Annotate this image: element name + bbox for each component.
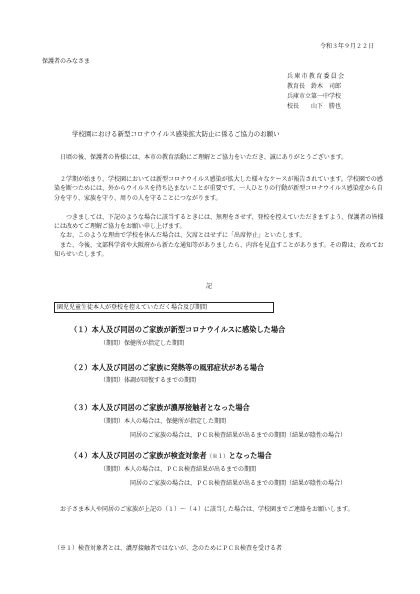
case-period: （期間）本人の場合は、ＰＣＲ検査結果が出るまでの期間	[100, 466, 257, 473]
case-period: （期間）保健所が指定した期間	[100, 340, 185, 347]
case-heading-tail: となった場合	[228, 451, 272, 460]
body-paragraph: 日頃の後、保護者の皆様には、本市の教育活動にご理解とご協力をいただき、誠にありがとうございます。	[60, 154, 348, 161]
section-box-label: 園児児童生徒本人が登校を控えていただく場合及び期間	[54, 302, 274, 313]
case-period: （期間）体調が回復するまでの期間	[100, 377, 197, 384]
case-heading-text: （４）本人及び同居のご家族が検査対象者	[70, 451, 207, 460]
sender-school: 兵庫市立第一中学校	[287, 93, 342, 100]
sender-org: 兵庫市教育委員会	[287, 73, 346, 80]
case-period-detail: 同居のご家族の場合は、ＰＣＲ検査結果が出るまでの期間（結果が陰性の場合）	[130, 480, 347, 487]
body-paragraph: ２学期が始まり、学校園においては新型コロナウイルス感染が拡大した様々なケースが報告されています。学校園での感染を断つためには、外からウイルスを持ち込まないことが重要です。一人ひとりの行動が新型コロナウイルス感染症から自分を守り、家族を守り、周りの人を守ることにつながります。	[54, 176, 383, 202]
case-heading: （１）本人及び同居のご家族が新型コロナウイルスに感染した場合	[70, 325, 286, 334]
body-paragraph: また、今後、文部科学省や大阪府から新たな通知等がありましたら、内容を見直すことがあります。その際は、改めてお知らせいたします。	[54, 242, 384, 259]
case-heading: （３）本人及び同居のご家族が濃厚接触者となった場合	[70, 403, 250, 412]
body-paragraph: つきましては、下記のような場合に該当するときには、無理をさせず、登校を控えていただきますよう、保護者の皆様には改めてご理解ご協力をお願い申し上げます。	[54, 214, 384, 231]
footnote: （※１）検査対象者とは、濃厚接触者ではないが、念のためにＰＣＲ検査を受ける者	[54, 545, 283, 552]
case-heading-note: （※１）	[206, 454, 229, 460]
case-heading: （２）本人及び同居のご家族に発熱等の風邪症状がある場合	[70, 363, 265, 372]
case-period-detail: 同居のご家族の場合は、ＰＣＲ検査結果が出るまでの期間（結果が陰性の場合）	[130, 432, 347, 439]
date: 令和３年９月２２日	[319, 43, 374, 50]
closing-paragraph: お子さま本人や同居のご家族が上記の（１）～（４）に該当した場合は、学校園までご連絡をお願いします。	[60, 506, 354, 513]
sender-principal: 校長 山下 勝也	[287, 103, 342, 110]
body-paragraph: なお、このような理由で学校を休んだ場合は、欠席とはせずに「出席停止」といたします。	[60, 232, 306, 239]
page-title: 学校園における新型コロナウイルス感染拡大防止に係るご協力のお願い	[72, 130, 280, 138]
ki-marker: 記	[206, 283, 213, 290]
case-heading	[70, 451, 272, 462]
addressee: 保護者のみなさま	[42, 58, 91, 65]
case-period: （期間）本人の場合は、保健所が指定した期間	[100, 418, 227, 425]
sender-superintendent: 教育長 鈴木 司郎	[287, 83, 342, 90]
